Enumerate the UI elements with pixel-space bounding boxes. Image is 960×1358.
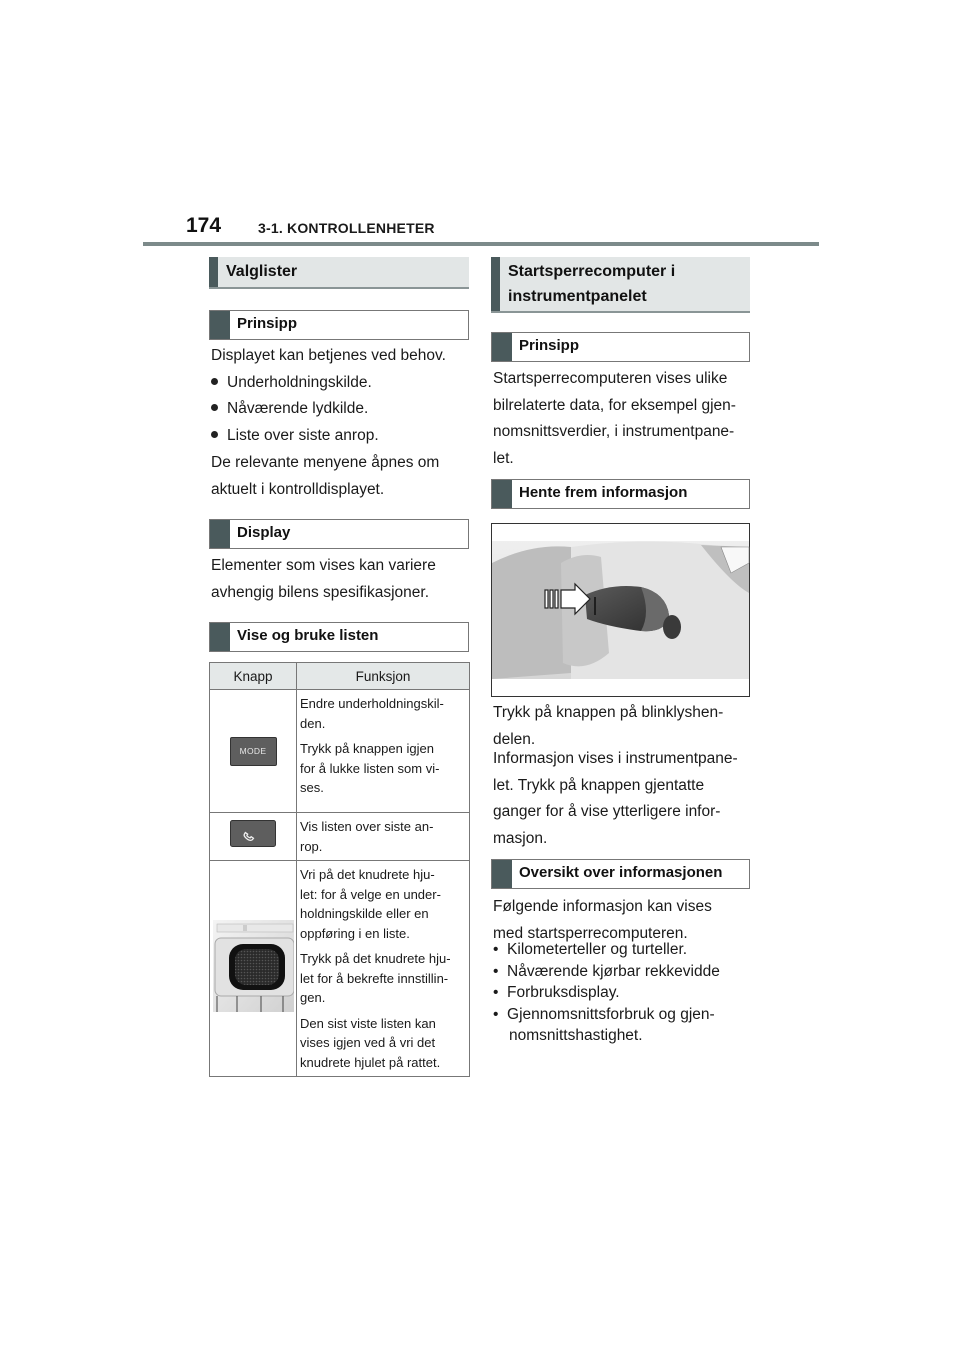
bullet-item bbox=[211, 396, 368, 423]
column-header-function: Funksjon bbox=[297, 663, 470, 690]
page-number: 174 bbox=[186, 214, 222, 237]
cell-paragraph bbox=[300, 694, 466, 733]
text-line: let: for å velge en under- bbox=[300, 886, 441, 902]
table-cell-icon bbox=[210, 813, 297, 861]
bullet-item bbox=[211, 423, 379, 450]
heading-bar bbox=[209, 257, 218, 287]
principle-intro: Displayet kan betjenes ved behov. bbox=[211, 347, 446, 364]
display-text bbox=[211, 553, 436, 606]
text-line: Den sist viste listen kan bbox=[300, 1015, 436, 1031]
subheading-label: Vise og bruke listen bbox=[237, 627, 379, 644]
text-line: aktuelt i kontrolldisplayet. bbox=[211, 480, 385, 498]
subheading-label: Oversikt over informasjonen bbox=[519, 864, 723, 881]
bullet-item bbox=[211, 370, 372, 397]
text-line: med startsperrecomputeren. bbox=[493, 924, 688, 942]
text-line: Vis listen over siste an- bbox=[300, 819, 434, 834]
text-line: Startsperrecomputer i bbox=[508, 263, 676, 280]
text-line: oppføring i en liste. bbox=[300, 925, 410, 941]
list-item-text: Nåværende kjørbar rekkevidde bbox=[507, 962, 720, 980]
text-line: Vri på det knudrete hju- bbox=[300, 867, 435, 882]
list-item: • Kilometerteller og turteller. bbox=[493, 941, 688, 958]
phone-icon bbox=[230, 820, 276, 847]
text-line: den. bbox=[300, 715, 326, 731]
cell-paragraph bbox=[300, 949, 466, 1008]
header-rule bbox=[143, 242, 819, 246]
text-line: masjon. bbox=[493, 829, 548, 847]
bullet-text: Nåværende lydkilde. bbox=[227, 400, 369, 417]
subheading-bar bbox=[492, 480, 512, 508]
text-line: ganger for å vise ytterligere infor- bbox=[493, 803, 721, 820]
table-row bbox=[210, 861, 470, 1077]
list-item-text: Gjennomsnittsforbruk og gjen- bbox=[507, 1005, 715, 1023]
bullet-text: Underholdningskilde. bbox=[227, 374, 372, 391]
text-line: avhengig bilens spesifikasjoner. bbox=[211, 583, 429, 601]
subheading-list bbox=[209, 622, 469, 652]
text-line: nomsnittsverdier, i instrumentpane- bbox=[493, 423, 735, 440]
text-line: bilrelaterte data, for eksempel gjen- bbox=[493, 396, 736, 414]
text-line: knudrete hjulet på rattet. bbox=[300, 1054, 441, 1070]
cell-paragraph bbox=[300, 817, 466, 856]
text-line: holdningskilde eller en bbox=[300, 906, 429, 921]
text-line: rop. bbox=[300, 838, 323, 854]
text-line: Trykk på knappen igjen bbox=[300, 741, 434, 756]
table-cell-icon bbox=[210, 861, 297, 1077]
subheading-bar bbox=[492, 333, 512, 361]
chapter-title: 3-1. KONTROLLENHETER bbox=[258, 220, 435, 236]
column-header-button: Knapp bbox=[210, 663, 297, 690]
section-heading-startsperrecomputer bbox=[491, 257, 750, 313]
text-line: Trykk på knappen på blinklyshen- bbox=[493, 704, 724, 721]
subheading-label: Hente frem informasjon bbox=[519, 484, 688, 501]
text-line: instrumentpanelet bbox=[508, 288, 647, 305]
text-line: let for å bekrefte innstillin- bbox=[300, 970, 449, 986]
bullet-icon bbox=[211, 378, 218, 385]
text-line: Trykk på det knudrete hju- bbox=[300, 951, 451, 966]
section-title: Valglister bbox=[226, 263, 298, 280]
principle-outro bbox=[211, 450, 439, 503]
text-line: gen. bbox=[300, 990, 326, 1005]
text-line: delen. bbox=[493, 730, 536, 748]
cell-paragraph bbox=[300, 865, 466, 943]
subheading-oversikt bbox=[491, 859, 750, 889]
list-item: • Forbruksdisplay. bbox=[493, 984, 620, 1001]
text-line: let. bbox=[493, 449, 514, 467]
subheading-label: Display bbox=[237, 524, 291, 541]
subheading-bar bbox=[210, 623, 230, 651]
table-row bbox=[210, 813, 470, 861]
turn-signal-lever-button-illustration bbox=[491, 523, 750, 697]
list-item-continuation: nomsnittshastighet. bbox=[509, 1027, 643, 1044]
list-item: • Gjennomsnittsforbruk og gjen- bbox=[493, 1005, 715, 1023]
subheading-prinsipp bbox=[209, 310, 469, 340]
section-title bbox=[508, 259, 675, 309]
text-line: for å lukke listen som vi- bbox=[300, 760, 440, 776]
subheading-bar bbox=[210, 520, 230, 548]
table-cell-icon bbox=[210, 690, 297, 813]
subheading-bar bbox=[492, 860, 512, 888]
subheading-prinsipp bbox=[491, 332, 750, 362]
bullet-icon bbox=[211, 404, 218, 411]
overview-list bbox=[493, 939, 720, 1047]
subheading-display bbox=[209, 519, 469, 549]
heading-bar bbox=[491, 257, 500, 311]
table-row bbox=[210, 690, 470, 813]
principle-text bbox=[493, 366, 736, 472]
subheading-label: Prinsipp bbox=[237, 315, 298, 332]
text-line: vises igjen ved å vri det bbox=[300, 1035, 436, 1050]
retrieve-text-2 bbox=[493, 746, 738, 852]
text-line: De relevante menyene åpnes om bbox=[211, 454, 440, 471]
table-cell-function bbox=[297, 861, 470, 1077]
text-line: let. Trykk på knappen gjentatte bbox=[493, 776, 705, 794]
list-item-text: Forbruksdisplay. bbox=[507, 984, 620, 1001]
text-line: Elementer som vises kan variere bbox=[211, 557, 436, 574]
table-cell-function bbox=[297, 690, 470, 813]
table-header-row bbox=[210, 663, 470, 690]
text-line: Startsperrecomputeren vises ulike bbox=[493, 370, 728, 387]
bullet-text: Liste over siste anrop. bbox=[227, 427, 379, 444]
table-cell-function bbox=[297, 813, 470, 861]
subheading-label: Prinsipp bbox=[519, 337, 580, 354]
text-line: Endre underholdningskil- bbox=[300, 696, 444, 711]
cell-paragraph bbox=[300, 739, 466, 798]
mode-button-icon: MODE bbox=[230, 737, 277, 766]
cell-paragraph bbox=[300, 1014, 466, 1073]
subheading-bar bbox=[210, 311, 230, 339]
section-heading-valglister bbox=[209, 257, 469, 289]
bullet-icon bbox=[211, 431, 218, 438]
text-line: Følgende informasjon kan vises bbox=[493, 898, 712, 915]
list-item: • Nåværende kjørbar rekkevidde bbox=[493, 962, 720, 980]
text-line: ses. bbox=[300, 780, 324, 795]
knurled-wheel-icon bbox=[213, 920, 294, 1012]
text-line: Informasjon vises i instrumentpane- bbox=[493, 750, 738, 767]
controls-table bbox=[209, 662, 470, 1077]
subheading-hente bbox=[491, 479, 750, 509]
list-item-text: Kilometerteller og turteller. bbox=[507, 941, 688, 958]
